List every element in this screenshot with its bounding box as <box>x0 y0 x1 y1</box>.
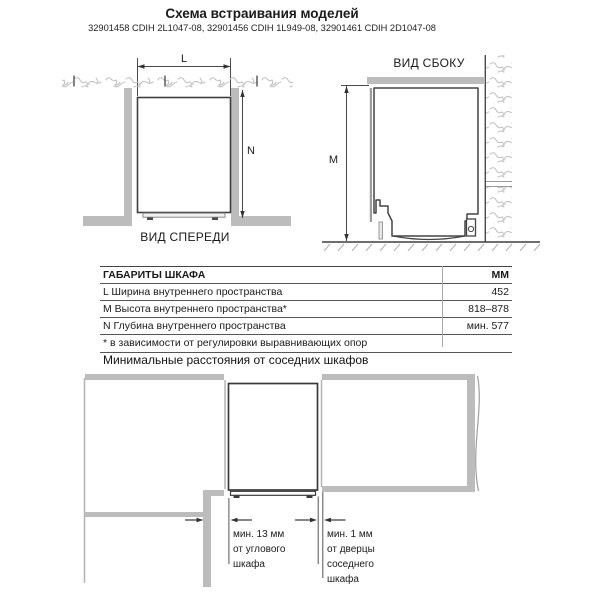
dim-N-label: N <box>247 145 255 157</box>
clearances-title: Минимальные расстояния от соседних шкафов <box>103 353 369 367</box>
row-value: 818–878 <box>468 303 509 315</box>
rear-wall-right <box>322 374 475 380</box>
dimension-N <box>240 90 244 218</box>
row-label: L Ширина внутреннего пространства <box>103 286 283 298</box>
arrow-left-icon <box>138 64 145 68</box>
arrow-right-icon <box>197 518 204 522</box>
side-view-label: ВИД СБОКУ <box>393 56 465 70</box>
break-line-icon <box>476 376 480 491</box>
row-value: мин. 577 <box>466 320 509 332</box>
dishwasher-door <box>231 491 316 495</box>
dim-L-label: L <box>180 53 188 65</box>
floor-left <box>83 216 132 226</box>
clearance-note-door <box>327 529 375 585</box>
floor-hatch <box>322 243 540 251</box>
arrow-left-icon <box>231 518 238 522</box>
countertop-texture <box>62 76 293 90</box>
row-label: N Глубина внутреннего пространства <box>103 320 286 332</box>
table-row-depth <box>100 318 512 335</box>
dishwasher-top-view <box>229 384 318 491</box>
side-view-diagram <box>322 55 540 251</box>
wall-joint-gap <box>486 182 512 187</box>
table-header-row <box>100 266 512 284</box>
table-title: ГАБАРИТЫ ШКАФА <box>103 269 206 281</box>
countertop-side <box>367 77 485 84</box>
foot-right <box>212 217 218 220</box>
dimension-M <box>344 86 348 241</box>
corner-cabinet-front <box>85 512 203 517</box>
front-view-diagram <box>62 53 293 244</box>
door-hinge-right <box>307 496 313 498</box>
niche-left-wall <box>124 88 132 226</box>
svg-text:от дверцы: от дверцы <box>327 544 375 555</box>
appliance-side-outline <box>374 88 478 236</box>
appliance-plinth <box>143 213 225 217</box>
arrow-up-icon <box>344 86 348 93</box>
table-row-width <box>100 284 512 301</box>
row-label: M Высота внутреннего пространства* <box>103 303 287 315</box>
neighbor-cabinet-side <box>467 374 475 492</box>
neighbor-cabinet-front <box>322 486 475 492</box>
foot-left <box>147 217 153 220</box>
arrow-down-icon <box>344 234 348 241</box>
arrow-left-icon <box>324 518 331 522</box>
corner-cabinet-connector <box>211 490 224 496</box>
svg-text:от углового: от углового <box>233 544 286 555</box>
wall-texture <box>486 55 512 242</box>
foot-screw-icon <box>468 226 473 231</box>
page-title: Схема встраивания моделей <box>165 6 359 21</box>
arrow-right-icon <box>310 518 317 522</box>
row-value: 452 <box>491 286 509 298</box>
arrow-right-icon <box>224 64 231 68</box>
floor-right <box>239 216 291 226</box>
svg-text:шкафа: шкафа <box>233 559 265 570</box>
svg-text:мин. 13 мм: мин. 13 мм <box>233 529 285 540</box>
model-numbers-subtitle: 32901458 CDIH 2L1047-08, 32901456 CDIH 1L949-08, 32901461 CDIH 2D1047-08 <box>88 23 436 33</box>
appliance-front-outline <box>138 98 231 213</box>
svg-text:мин. 1 мм: мин. 1 мм <box>327 529 373 540</box>
svg-text:шкафа: шкафа <box>327 574 359 585</box>
front-view-label: ВИД СПЕРЕДИ <box>140 230 230 244</box>
svg-text:соседнего: соседнего <box>327 559 374 570</box>
table-row-height <box>100 301 512 318</box>
dim-M-label: M <box>328 154 338 166</box>
front-leveling-foot <box>379 222 383 239</box>
rear-wall-left <box>85 374 224 380</box>
arrow-up-icon <box>240 90 244 97</box>
clearance-note-corner <box>233 529 286 570</box>
corner-cabinet-side <box>203 490 211 587</box>
door-hinge-left <box>234 496 240 498</box>
table-column-divider <box>442 266 443 347</box>
clearances-diagram <box>85 374 480 587</box>
table-unit-header: ММ <box>491 269 509 281</box>
cabinet-dimensions-table <box>100 266 512 353</box>
table-footnote: * в зависимости от регулировки выравнивающих опор <box>100 335 512 353</box>
niche-right-wall <box>231 88 239 226</box>
